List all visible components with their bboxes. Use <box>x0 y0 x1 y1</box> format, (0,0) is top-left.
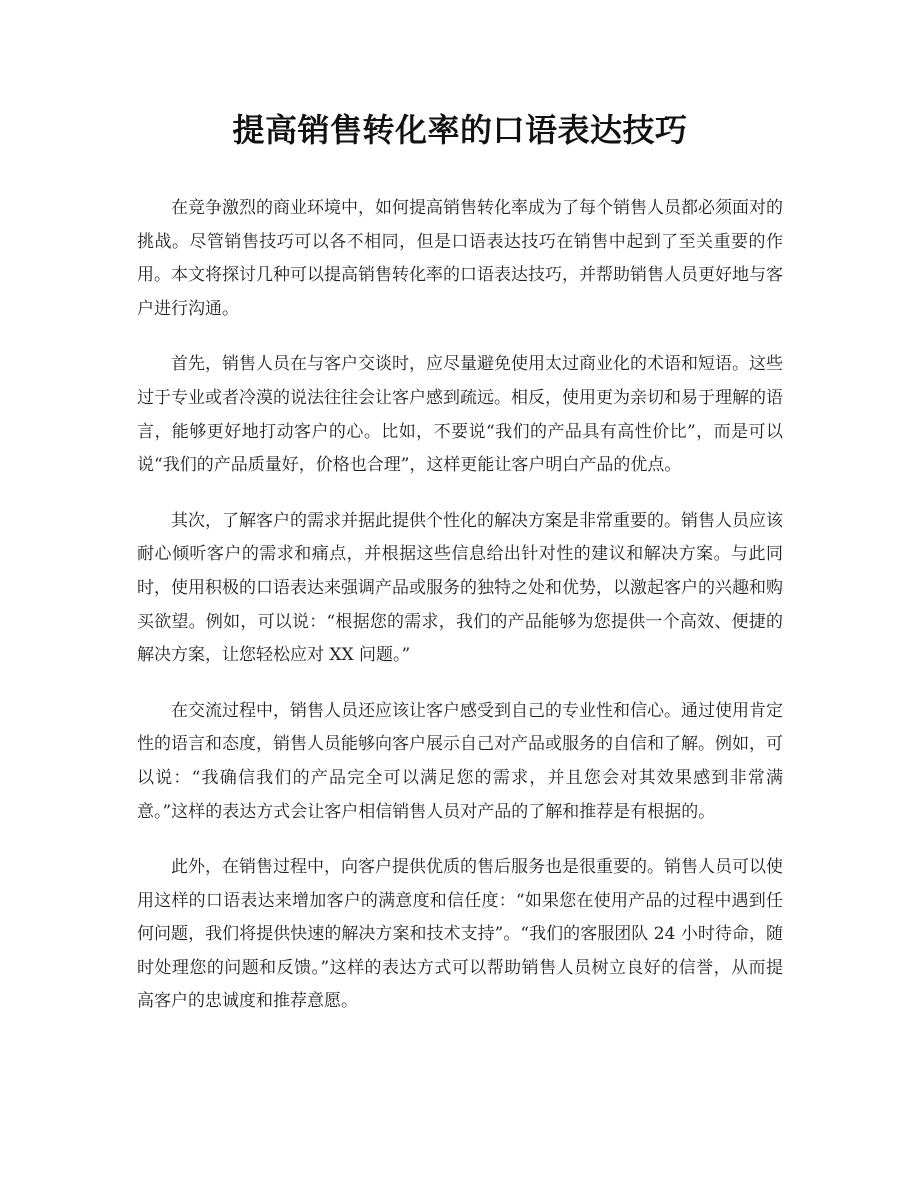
paragraph-second-point: 其次，了解客户的需求并据此提供个性化的解决方案是非常重要的。销售人员应该耐心倾听客户的需求和痛点，并根据这些信息给出针对性的建议和解决方案。与此同时，使用积极的口语表达来强调产品或服务的独特之处和优势，以激起客户的兴趣和购买欲望。例如，可以说：“根据您的需求，我们的产品能够为您提供一个高效、便捷的解决方案，让您轻松应对 XX 问题。” <box>137 510 783 666</box>
paragraph-first-point: 首先，销售人员在与客户交谈时，应尽量避免使用太过商业化的术语和短语。这些过于专业或者冷漠的说法往往会让客户感到疏远。相反，使用更为亲切和易于理解的语言，能够更好地打动客户的心。比如，不要说“我们的产品具有高性价比”，而是可以说“我们的产品质量好，价格也合理”，这样更能让客户明白产品的优点。 <box>137 354 783 476</box>
document-title: 提高销售转化率的口语表达技巧 <box>232 111 688 149</box>
paragraph-third-point: 在交流过程中，销售人员还应该让客户感受到自己的专业性和信心。通过使用肯定性的语言和态度，销售人员能够向客户展示自己对产品或服务的自信和了解。例如，可以说：“我确信我们的产品完全可以满足您的需求，并且您会对其效果感到非常满意。”这样的表达方式会让客户相信销售人员对产品的了解和推荐是有根据的。 <box>137 700 783 822</box>
paragraph-fourth-point: 此外，在销售过程中，向客户提供优质的售后服务也是很重要的。销售人员可以使用这样的口语表达来增加客户的满意度和信任度：“如果您在使用产品的过程中遇到任何问题，我们将提供快速的解决方案和技术支持”。“我们的客服团队 24 小时待命，随时处理您的问题和反馈。”这样的表达方式可以帮助销售人员树立良好的信誉，从而提高客户的忠诚度和推荐意愿。 <box>137 857 783 1012</box>
paragraph-intro: 在竞争激烈的商业环境中，如何提高销售转化率成为了每个销售人员都必须面对的挑战。尽管销售技巧可以各不相同，但是口语表达技巧在销售中起到了至关重要的作用。本文将探讨几种可以提高销售转化率的口语表达技巧，并帮助销售人员更好地与客户进行沟通。 <box>137 198 783 319</box>
